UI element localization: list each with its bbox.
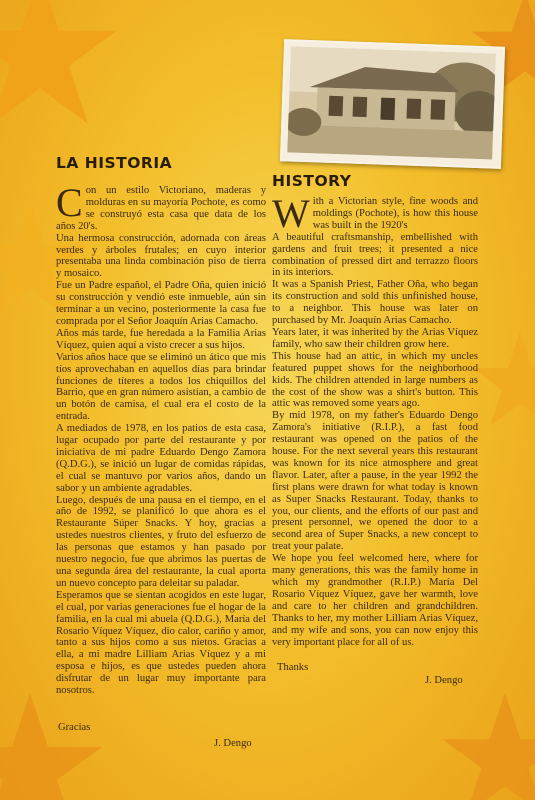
house-photograph (280, 39, 505, 169)
spanish-paragraph-5: Varios años hace que se eliminó un ático que mis tíos aprovechaban en aquellos días para brindar funciones de títeres a todos los chiquillos del Barrio, que en gran número asistían, a cambio de un botón de camisa, el cual era el costo de la entrada. (56, 351, 266, 423)
english-paragraph-1-text: ith a Victorian style, fine woods and moldings (Pochote), is how this house was built in the 1920's (312, 196, 478, 231)
spanish-paragraph-1 (56, 180, 266, 233)
spanish-closing: Gracias (58, 722, 91, 733)
english-paragraph-1 (272, 191, 478, 236)
spanish-paragraph-7: Luego, después de una pausa en el tiempo, en el año de 1992, se planificó lo que ahora es el Restaurante Súper Snacks. Y hoy, gracias a ustedes nuestros clientes, y fruto del esfuerzo de las personas que estamos y han pasado por nuestro negocio, fue que abrimos las puertas de una segunda área del restaurante, la cual aporta un nuevo concepto para deleitar su paladar. (56, 494, 266, 589)
english-signature: J. Dengo (425, 675, 463, 686)
spanish-column (56, 180, 266, 697)
english-dropcap: W (272, 191, 310, 236)
english-paragraph-3: It was a Spanish Priest, Father Oña, who began its construction and sold this unfinished house, to a neighbor. This house was later on purchased by Mr. Joaquín Arias Camacho. (272, 279, 478, 327)
spanish-paragraph-6: A mediados de 1978, en los patios de esta casa, lugar ocupado por parte del restaurante y por iniciativa de mi padre Eduardo Dengo Zamora (Q.D.G.), se inició un lugar de comidas rápidas, el cual se mantuvo por varios años, dando un sabor y un ambiente agradables. (56, 423, 266, 494)
spanish-paragraph-2: Una hermosa construcción, adornada con áreas verdes y árboles frutales; en cuyo interior presentaba una linda combinación piso de tierra y mosaico. (56, 232, 266, 280)
spanish-paragraph-8: Esperamos que se sientan acogidos en este lugar, el cual, por varias generaciones fue el hogar de la familia, en la cual mi abuela (Q.D.G.), María del Rosario Víquez Víquez, dio calor, cariño y amor, tanto a sus hijos como a sus nietos. Gracias a ella, a mi madre Lilliam Arias Víquez y a mi esposa e hijos, es que ustedes pueden ahora disfrutar de un lugar muy importante para nosotros. (56, 589, 266, 697)
star-decoration-bottom-left (0, 690, 105, 800)
english-paragraph-4: Years later, it was inherited by the Arias Víquez family, who saw their children grow here. (272, 326, 478, 350)
english-paragraph-7: We hope you feel welcomed here, where for many generations, this was the family home in which my grandmother (R.I.P.) María Del Rosario Víquez Víquez, gave her warmth, love and care to her children and grandchildren. Thanks to her, my mother Lilliam Arias Víquez, and my wife and sons, you can now enjoy this very important place for all of us. (272, 553, 478, 648)
house-illustration (287, 46, 496, 159)
spanish-heading: LA HISTORIA (56, 154, 173, 172)
star-decoration-bottom-right (440, 690, 535, 800)
spanish-paragraph-3: Fue un Padre español, el Padre Oña, quien inició su construcción y vendió este inmueble, aún sin terminar a un vecino, posteriormente la casa fue comprada por el Señor Joaquín Arias Camacho. (56, 280, 266, 327)
spanish-paragraph-4: Años más tarde, fue heredada a la Familia Arias Víquez, quien aquí a visto crecer a sus hijos. (56, 327, 266, 351)
english-paragraph-6: By mid 1978, on my father's Eduardo Dengo Zamora's initiative (R.I.P.), a fast food restaurant was opened on the patios of the house. For the next several years this restaurant was known for its nice atmosphere and great flavor. Later, after a pause, in the year 1992 the first plans were drawn for what today is known as Super Snacks Restaurant. Today, thanks to you, our clients, and the efforts of our past and present personnel, we opened the door to a second area of Super Snacks, a new concept to treat your palate. (272, 410, 478, 553)
english-column (272, 191, 478, 648)
spanish-paragraph-1-text: on un estilo Victoriano, maderas y molduras en su mayoría Pochote, es como se construyó esta casa que data de los años 20's. (56, 185, 266, 232)
english-paragraph-2: A beautiful craftsmanship, embellished with gardens and fruit trees; it presented a nice combination of pressed dirt and terrazzo floors in its interiors. (272, 231, 478, 279)
english-closing: Thanks (277, 662, 309, 673)
spanish-signature: J. Dengo (214, 738, 252, 749)
star-decoration-top-left (0, 0, 120, 130)
english-paragraph-5: This house had an attic, in which my uncles featured puppet shows for the neighborhood kids. The children attended in large numbers as the cost of the show was a shirt's button. This attic was removed some years ago. (272, 350, 478, 410)
star-decoration-right (470, 330, 535, 430)
spanish-dropcap: C (56, 180, 83, 225)
english-heading: HISTORY (272, 172, 352, 190)
